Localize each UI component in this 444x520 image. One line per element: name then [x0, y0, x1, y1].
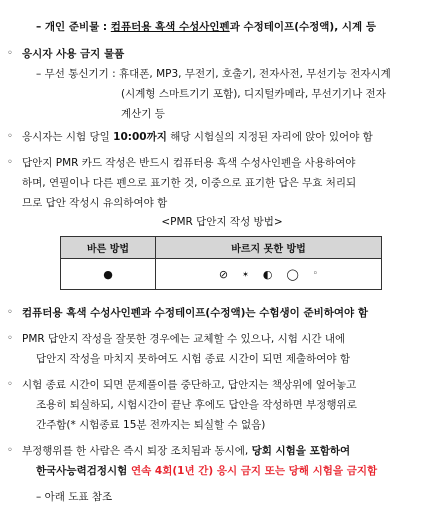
empty-circle-icon: ◯ — [286, 267, 299, 281]
ban-notice: 연속 4회(1년 간) 응시 금지 또는 당해 시험을 금지함 — [127, 465, 378, 477]
pmr-caption: <PMR 답안지 작성 방법> — [161, 216, 283, 228]
pmr-rule-line-1: 답안지 PMR 카드 작성은 반드시 컴퓨터용 흑색 수성사인펜을 사용하여야 — [22, 157, 356, 169]
answer-sheet-line-1: PMR 답안지 작성을 잘못한 경우에는 교체할 수 있으나, 시험 시간 내에 — [22, 333, 346, 345]
filled-circle-icon: ● — [103, 267, 113, 281]
misconduct-line-2 — [36, 464, 377, 478]
exam-end-line-2: 조용히 퇴실하되, 시험시간이 끝난 후에도 답안을 작성하면 부정행위로 — [36, 399, 357, 411]
personal-items-suffix: 과 수정테이프(수정액), 시계 등 — [229, 21, 376, 33]
pmr-rule-line-2: 하며, 연필이나 다른 펜으로 표기한 것, 이중으로 표기한 답은 무효 처리되 — [22, 177, 357, 189]
misconduct-line-1 — [22, 444, 350, 458]
bullet-icon: ◦ — [7, 307, 13, 318]
misconduct-bold: 당회 시험을 포함하여 — [251, 445, 351, 457]
asterisk-icon: ✶ — [242, 269, 249, 279]
personal-items-underlined: 컴퓨터용 흑색 수성사인펜 — [110, 21, 230, 33]
arrival-time-line — [22, 130, 373, 144]
slashed-circle-icon: ⊘ — [218, 267, 229, 281]
correct-mark-cell — [61, 259, 156, 290]
half-circle-icon: ◐ — [262, 267, 273, 281]
prohibited-items-line-2: (시계형 스마트기기 포함), 디지털카메라, 무선기기나 전자 — [121, 88, 386, 100]
exam-end-line-3: 간주함(* 시험종료 15분 전까지는 퇴실할 수 없음) — [36, 419, 266, 431]
answer-sheet-line-2: 답안지 작성을 마치지 못하여도 시험 종료 시간이 되면 제출하여야 함 — [36, 353, 351, 365]
pmr-rule-line-3: 므로 답안 작성시 유의하여야 함 — [22, 197, 168, 209]
bullet-icon: ◦ — [7, 157, 13, 168]
arrival-suffix: 해당 시험실의 지정된 자리에 앉아 있어야 함 — [166, 131, 373, 143]
pen-prepare-line: 컴퓨터용 흑색 수성사인펜과 수정테이프(수정액)는 수험생이 준비하여야 함 — [22, 307, 368, 319]
see-table-note: – 아래 도표 참조 — [36, 491, 113, 503]
wrong-marks-cell — [156, 259, 382, 290]
personal-items-line — [36, 20, 376, 34]
bullet-icon: ◦ — [7, 48, 13, 59]
small-circle-icon: ◦ — [312, 269, 319, 279]
bullet-icon: ◦ — [7, 333, 13, 344]
prohibited-items-line-1: – 무선 통신기기 : 휴대폰, MP3, 무전기, 호출기, 전자사전, 무선기능 전자시계 — [36, 68, 391, 80]
arrival-prefix: 응시자는 시험 당일 — [22, 131, 114, 143]
prohibited-items-title: 응시자 사용 금지 물품 — [22, 48, 125, 60]
bullet-icon: ◦ — [7, 445, 13, 456]
pmr-method-table — [60, 236, 382, 290]
exam-end-line-1: 시험 종료 시간이 되면 문제풀이를 중단하고, 답안지는 책상위에 엎어놓고 — [22, 379, 357, 391]
arrival-time: 10:00까지 — [113, 131, 167, 143]
bullet-icon: ◦ — [7, 131, 13, 142]
exam-name: 한국사능력검정시험 — [36, 465, 128, 477]
wrong-method-header: 바르지 못한 방법 — [156, 237, 382, 259]
misconduct-prefix: 부정행위를 한 사람은 즉시 퇴장 조치됨과 동시에, — [22, 445, 252, 457]
correct-method-header: 바른 방법 — [61, 237, 156, 259]
personal-items-prefix: – 개인 준비물 : — [36, 21, 111, 33]
prohibited-items-line-3: 계산기 등 — [121, 108, 165, 120]
bullet-icon: ◦ — [7, 379, 13, 390]
